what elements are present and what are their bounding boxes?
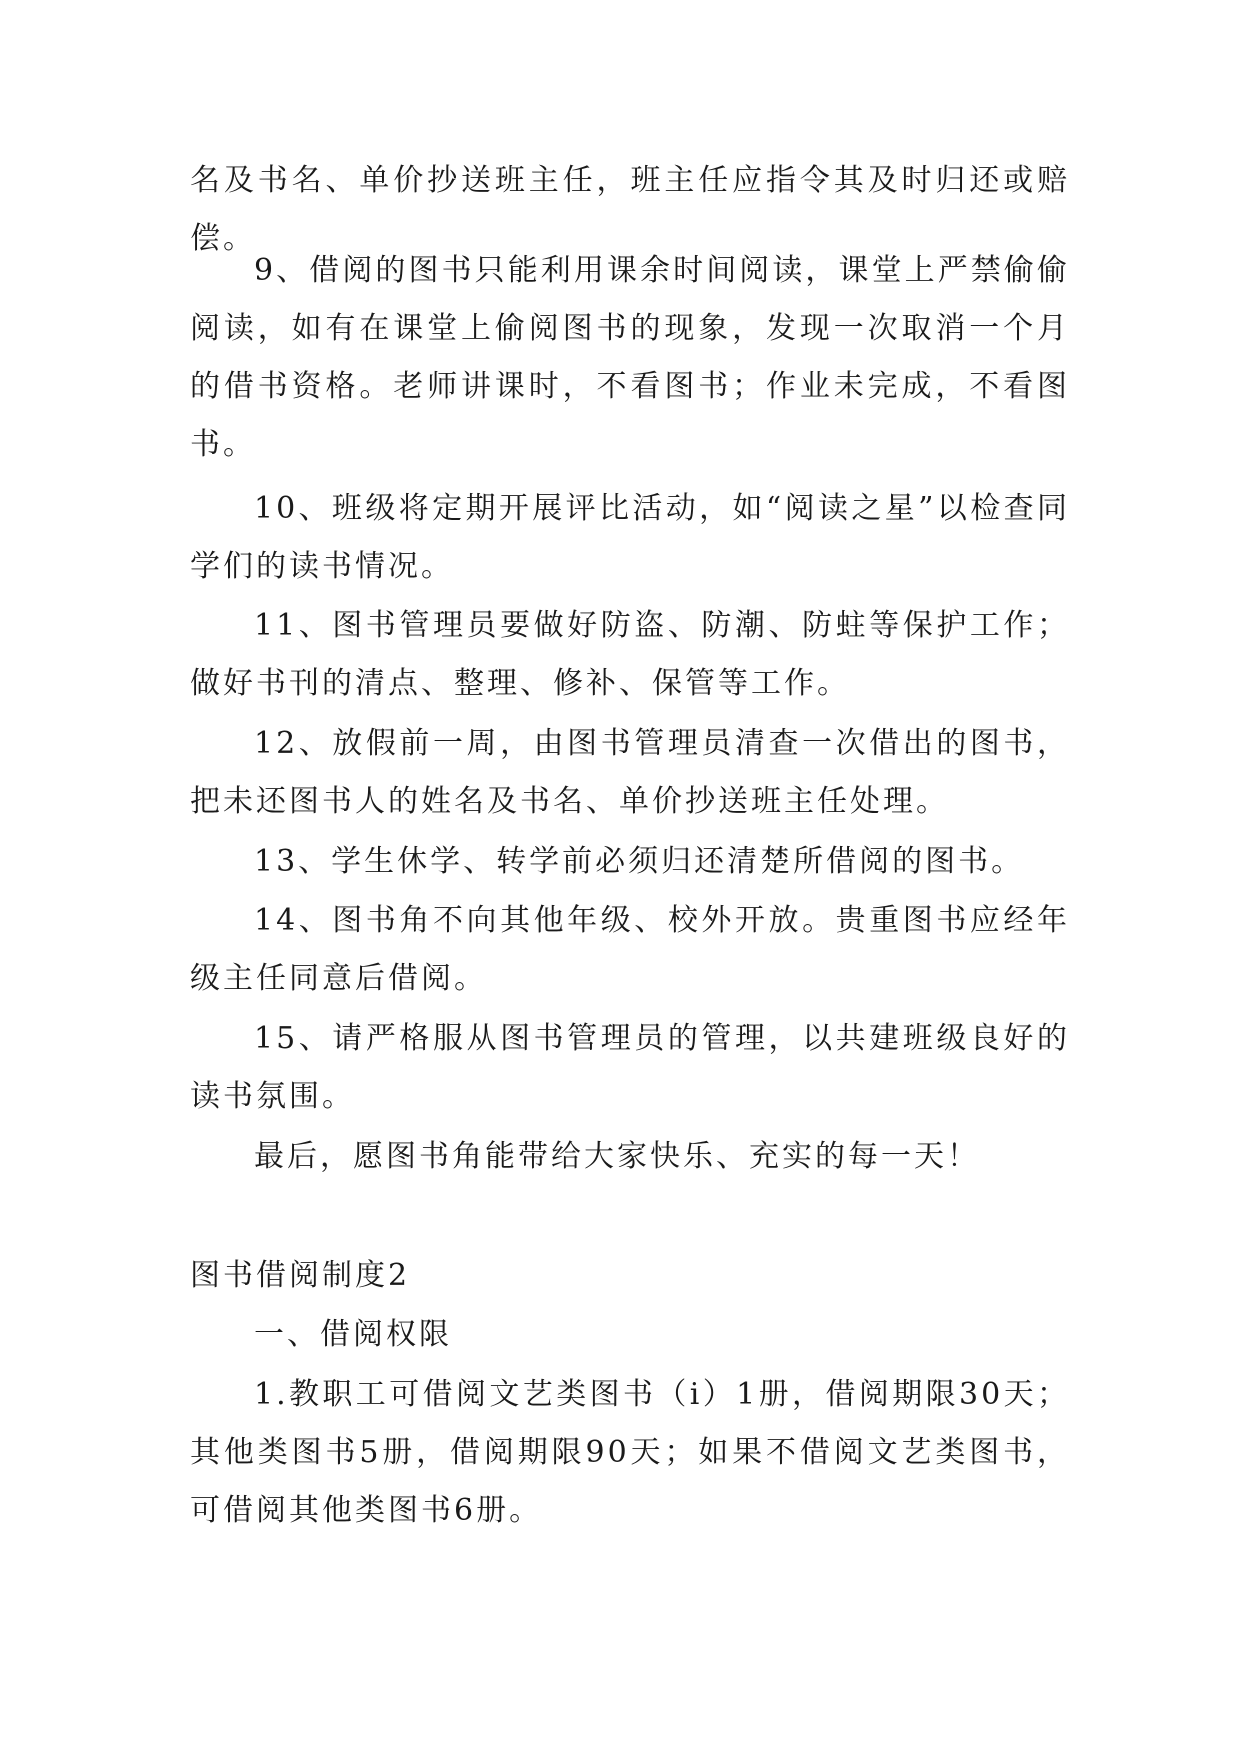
paragraph-rule-9: 9、借阅的图书只能利用课余时间阅读，课堂上严禁偷偷阅读，如有在课堂上偷阅图书的现象，发现一次取消一个月的借书资格。老师讲课时，不看图书；作业未完成，不看图书。 — [190, 253, 1070, 462]
paragraph-rule-14: 14、图书角不向其他年级、校外开放。贵重图书应经年级主任同意后借阅。 — [190, 903, 1070, 996]
paragraph-rule-15: 15、请严格服从图书管理员的管理，以共建班级良好的读书氛围。 — [190, 1021, 1070, 1114]
paragraph-staff-borrowing: 1.教职工可借阅文艺类图书（i）1册，借阅期限30天；其他类图书5册，借阅期限90天；如果不借阅文艺类图书，可借阅其他类图书6册。 — [190, 1377, 1070, 1528]
paragraph-rule-11: 11、图书管理员要做好防盗、防潮、防蛀等保护工作；做好书刊的清点、整理、修补、保管等工作。 — [190, 608, 1070, 701]
section-title: 图书借阅制度2 — [190, 1258, 411, 1293]
paragraph-rule-12: 12、放假前一周，由图书管理员清查一次借出的图书，把未还图书人的姓名及书名、单价抄送班主任处理。 — [190, 726, 1070, 819]
paragraph-closing: 最后，愿图书角能带给大家快乐、充实的每一天！ — [254, 1139, 980, 1174]
paragraph-rule-10: 10、班级将定期开展评比活动，如“阅读之星”以检查同学们的读书情况。 — [190, 491, 1070, 584]
section-heading-borrowing-rights: 一、借阅权限 — [254, 1317, 452, 1352]
paragraph-continuation: 名及书名、单价抄送班主任，班主任应指令其及时归还或赔偿。 — [190, 163, 1070, 256]
paragraph-rule-13: 13、学生休学、转学前必须归还清楚所借阅的图书。 — [254, 844, 1025, 879]
